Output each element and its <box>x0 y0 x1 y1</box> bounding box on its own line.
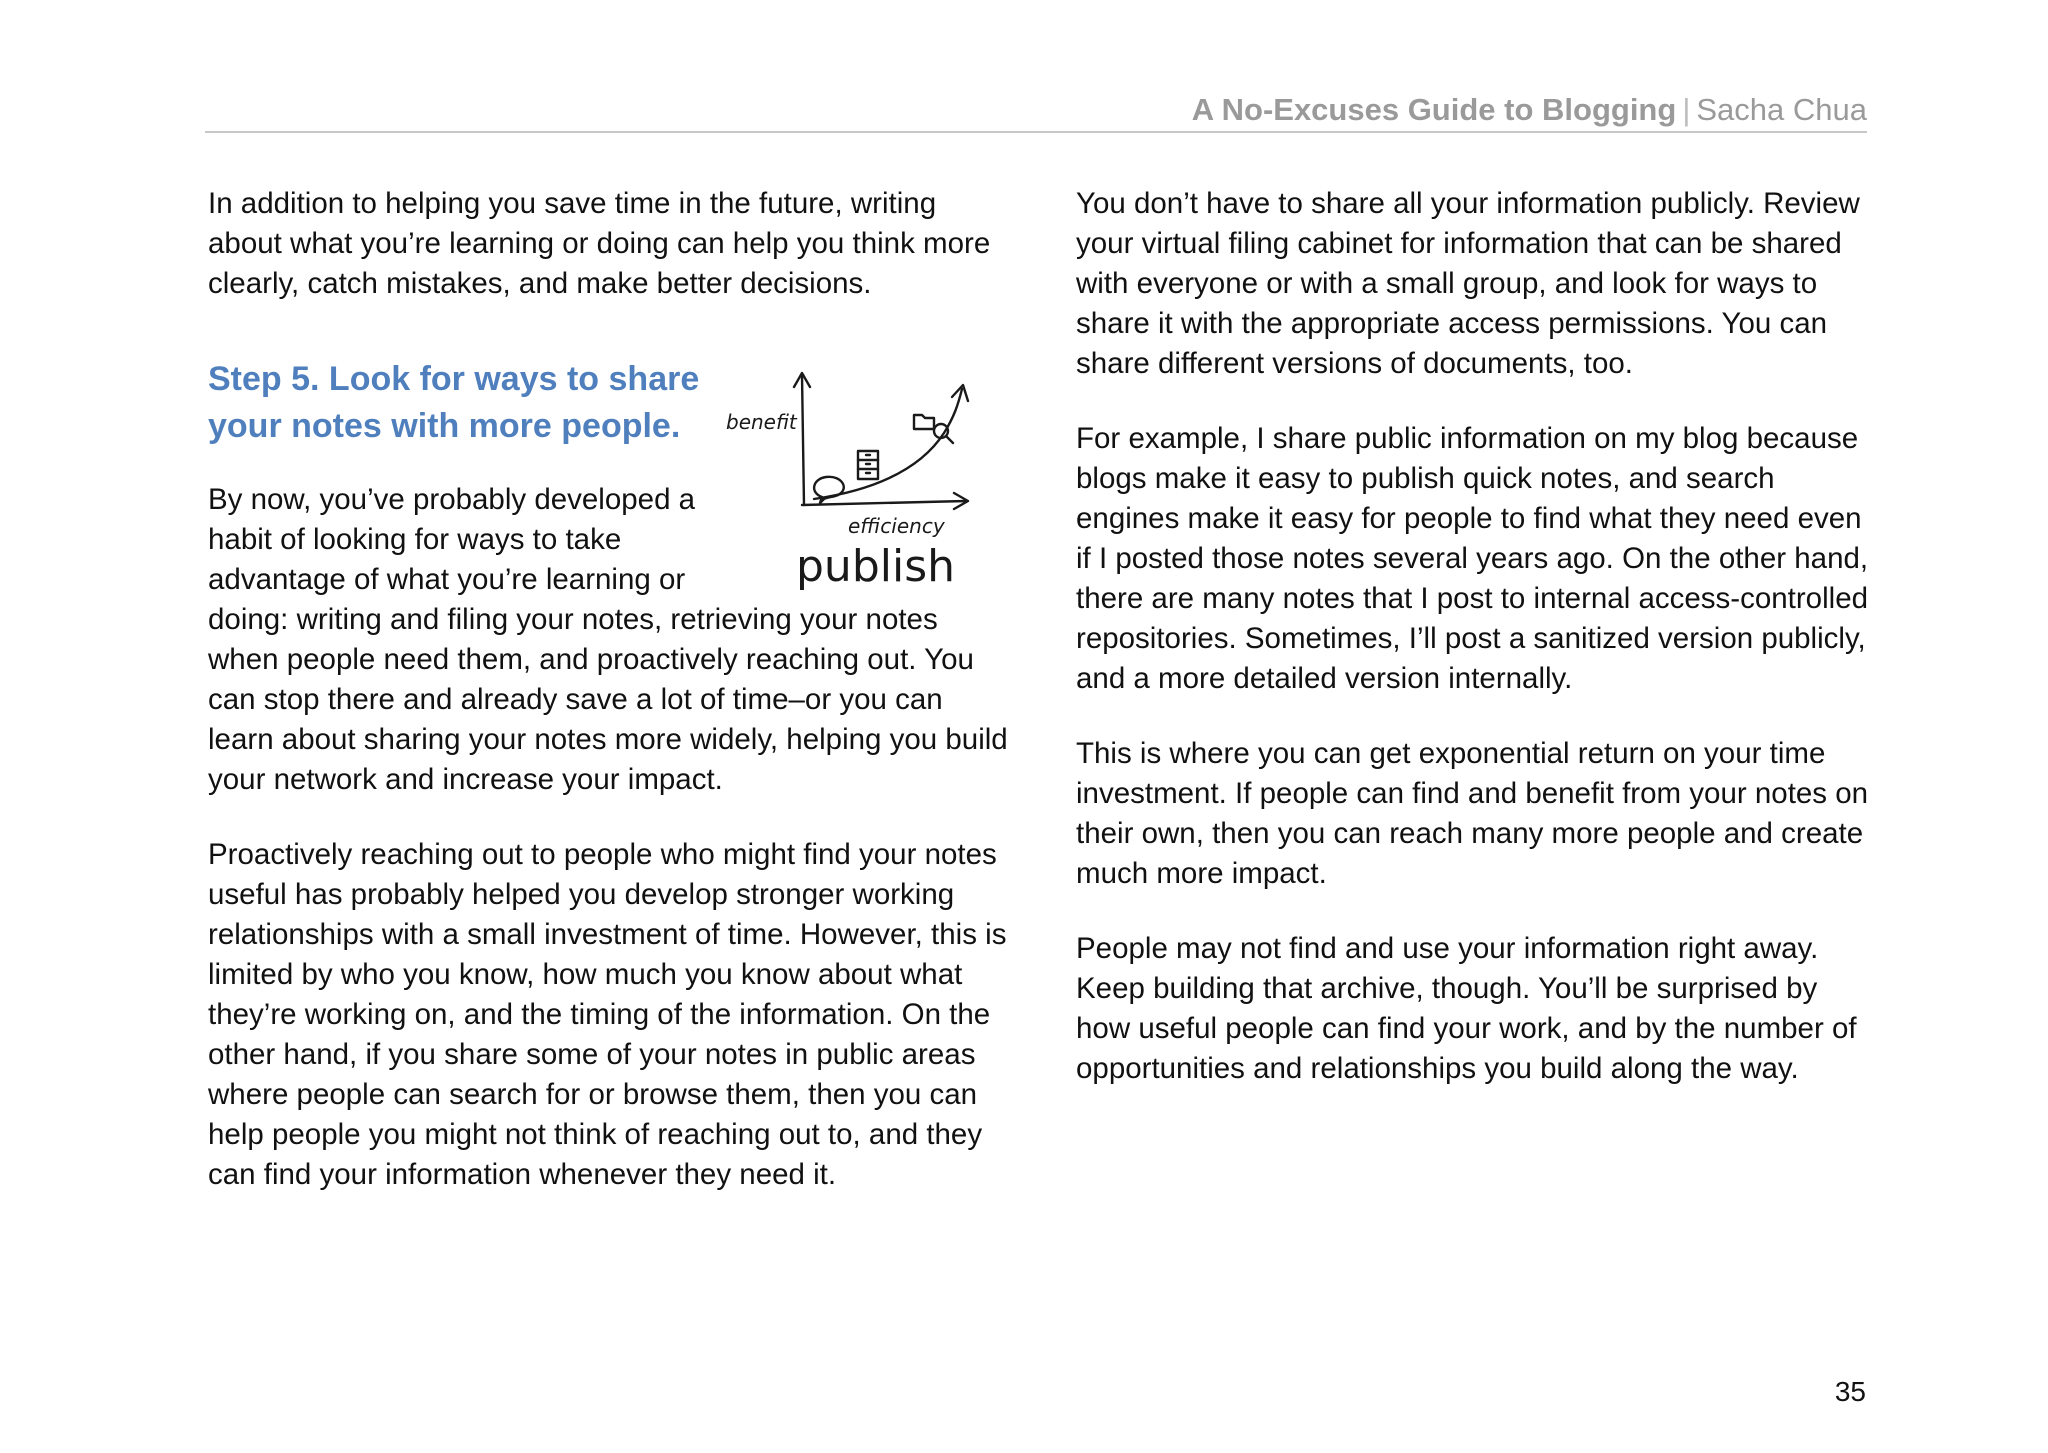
author-name: Sacha Chua <box>1696 92 1867 127</box>
running-header <box>205 90 1867 130</box>
header-separator: | <box>1682 92 1691 127</box>
sketch-caption: publish <box>796 541 956 592</box>
folder-icon <box>914 415 934 429</box>
body-paragraph: You don’t have to share all your information publicly. Review your virtual filing cabinet for information that can be shared with everyone or with a small group, and look for ways to share it with the appropriate access permissions. You can share different versions of documents, too. <box>1076 187 1860 380</box>
growth-curve-sketch <box>718 333 1008 593</box>
section-heading: Step 5. Look for ways to share your notes with more people. <box>208 360 700 445</box>
body-paragraph: This is where you can get exponential return on your time investment. If people can find and benefit from your notes on their own, then you can reach many more people and create much more impact. <box>1076 737 1869 890</box>
body-paragraph: For example, I share public information on my blog because blogs make it easy to publish quick notes, and search engines make it easy for people to find what they need even if I posted those notes several years ago. On the other hand, there are many notes that I post to internal access-controlled repositories. Sometimes, I’ll post a sanitized version publicly, and a more detailed version internally. <box>1076 422 1869 695</box>
intro-paragraph: In addition to helping you save time in the future, writing about what you’re learning or doing can help you think more clearly, catch mistakes, and make better decisions. <box>208 187 991 300</box>
publish-sketch <box>718 333 1008 593</box>
book-title: A No-Excuses Guide to Blogging <box>1191 92 1677 127</box>
left-column <box>208 184 1008 1230</box>
body-paragraph: By now, you’ve probably developed a habit of looking for ways to take advantage of what you’re learning or doing: writing and filing your notes, retrieving your notes when people need them, and proactively reaching out. You can stop there and already save a lot of time–or you can learn about sharing your notes more widely, helping you build your network and increase your impact. <box>208 483 1008 796</box>
page-number: 35 <box>1834 1376 1866 1407</box>
body-paragraph: Proactively reaching out to people who might find your notes useful has probably helped you develop stronger working relationships with a small investment of time. However, this is limited by who you know, how much you know about what they’re working on, and the timing of the information. On the other hand, if you share some of your notes in public areas where people can search for or browse them, then you can help people you might not think of reaching out to, and they can find your information whenever they need it. <box>208 838 1007 1191</box>
x-axis-line <box>802 501 966 505</box>
y-axis-label: benefit <box>726 410 797 434</box>
body-paragraph: People may not find and use your information right away. Keep building that archive, though. You’ll be surprised by how useful people can find your work, and by the number of opportunities and relationships you build along the way. <box>1076 932 1857 1085</box>
y-axis-line <box>802 375 804 505</box>
right-column <box>1076 184 1876 1124</box>
exponential-curve <box>814 389 962 499</box>
x-axis-label: efficiency <box>848 514 945 538</box>
header-rule <box>205 131 1867 133</box>
